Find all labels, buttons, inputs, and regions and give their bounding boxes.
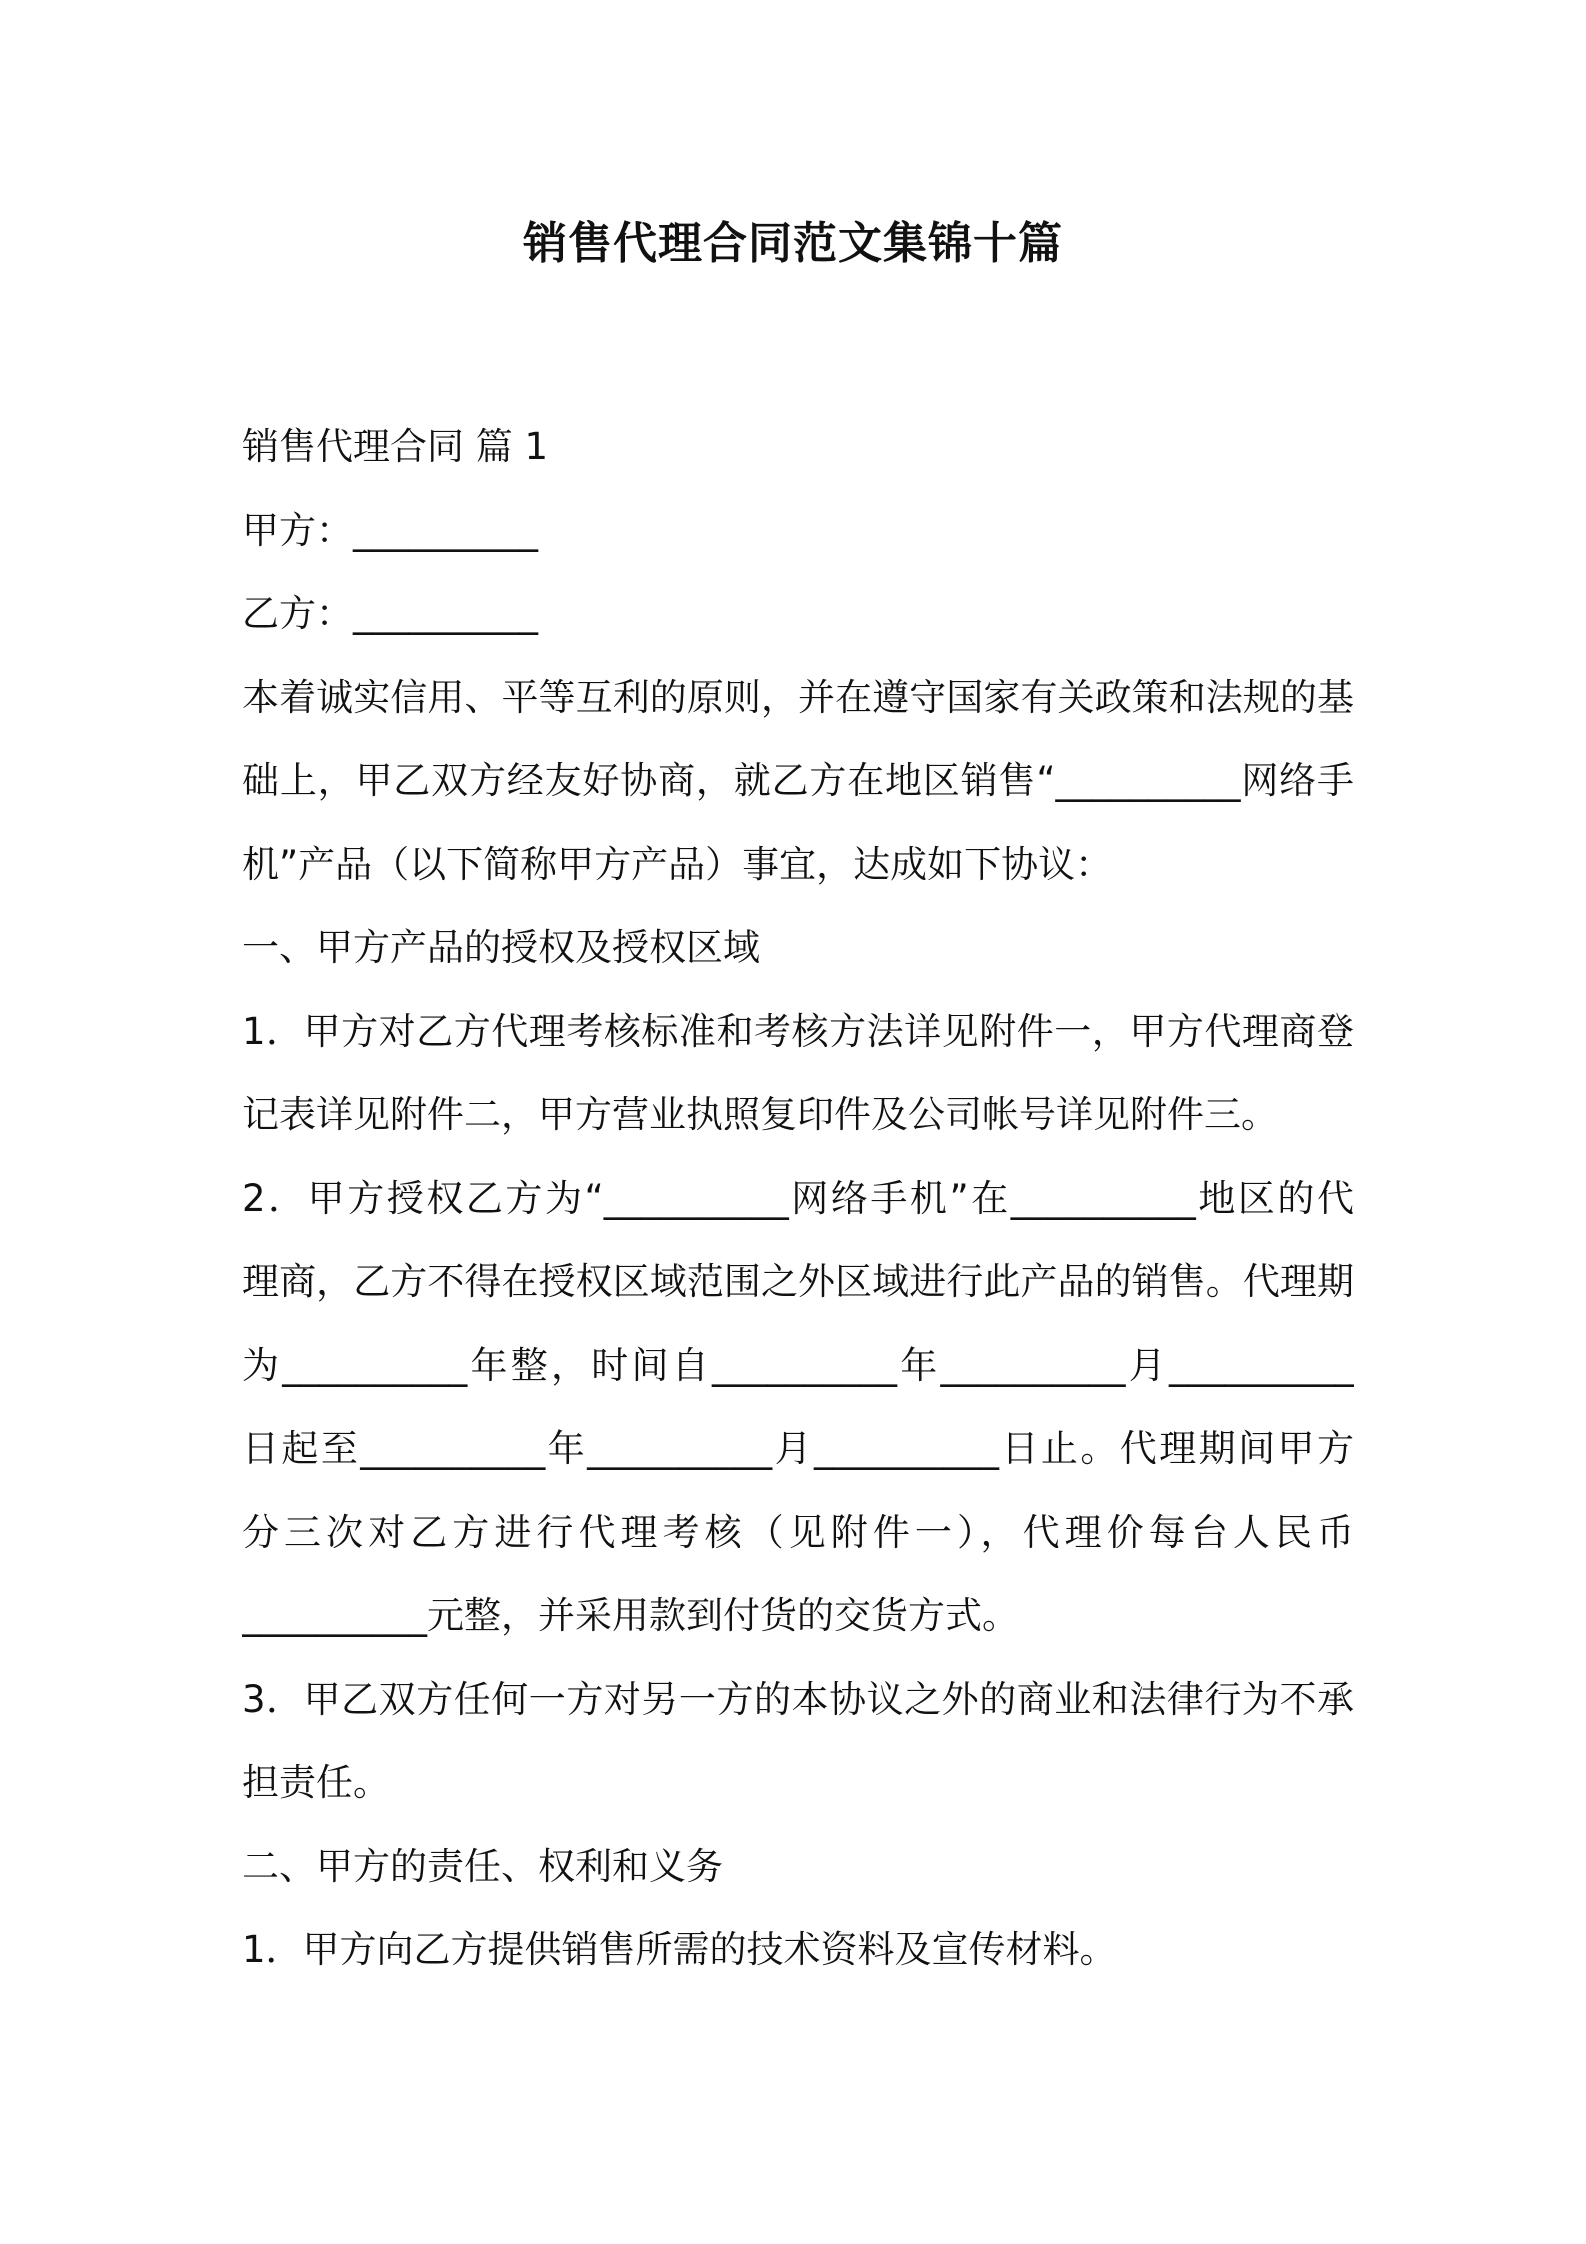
paragraph-line: 1．甲方向乙方提供销售所需的技术资料及宣传材料。 <box>242 1928 1117 1971</box>
section-heading-1: 一、甲方产品的授权及授权区域 <box>242 926 760 969</box>
paragraph-line: 3．甲乙双方任何一方对另一方的本协议之外的商业和法律行为不承 <box>242 1677 1354 1721</box>
document-title: 销售代理合同范文集锦十篇 <box>523 218 1063 269</box>
paragraph-line: 础上，甲乙双方经友好协商，就乙方在地区销售“__________网络手 <box>242 759 1354 802</box>
section-heading-article-1: 销售代理合同 篇 1 <box>242 425 549 468</box>
paragraph-line: 机”产品（以下简称甲方产品）事宜，达成如下协议： <box>242 842 1113 886</box>
party-b-line: 乙方：__________ <box>242 592 538 635</box>
party-a-line: 甲方：__________ <box>242 508 538 552</box>
paragraph-line: __________元整，并采用款到付货的交货方式。 <box>242 1594 1019 1637</box>
paragraph-line: 担责任。 <box>242 1761 390 1804</box>
paragraph-line: 日起至__________年__________月__________日止。代理期间甲方 <box>242 1427 1354 1470</box>
document-body <box>242 405 1354 1992</box>
paragraph-line: 2．甲方授权乙方为“__________网络手机”在__________地区的代 <box>242 1176 1354 1220</box>
paragraph-line: 理商，乙方不得在授权区域范围之外区域进行此产品的销售。代理期 <box>242 1260 1354 1303</box>
paragraph-line: 分三次对乙方进行代理考核（见附件一），代理价每台人民币 <box>242 1510 1354 1554</box>
paragraph-line: 记表详见附件二，甲方营业执照复印件及公司帐号详见附件三。 <box>242 1093 1278 1136</box>
paragraph-line: 为__________年整，时间自__________年__________月__________ <box>242 1343 1354 1387</box>
paragraph-line: 本着诚实信用、平等互利的原则，并在遵守国家有关政策和法规的基 <box>242 675 1354 719</box>
paragraph-line: 1．甲方对乙方代理考核标准和考核方法详见附件一，甲方代理商登 <box>242 1009 1354 1053</box>
section-heading-2: 二、甲方的责任、权利和义务 <box>242 1844 723 1888</box>
